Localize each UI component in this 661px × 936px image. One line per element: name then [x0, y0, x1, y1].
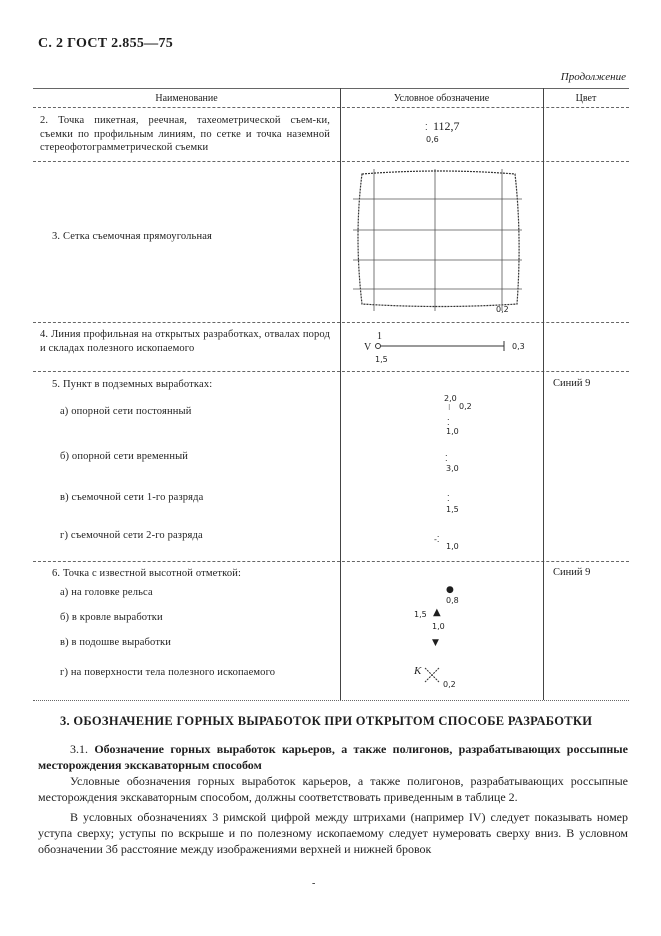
- row-6d-dim: 0,2: [443, 680, 456, 689]
- row-6c-label: в) в подошве выработки: [60, 637, 172, 648]
- down-triangle-icon: ▼: [432, 638, 439, 648]
- row-5c-label: в) съемочной сети 1-го разряда: [60, 492, 204, 503]
- col-header-color: Цвет: [575, 93, 597, 104]
- paragraph-2: Условные обозначения горных выработок карьеров, а также полигонов, разрабатывающих россыпные месторождения экскаваторным способом, должны соответствовать приведенным в таблице 2.: [38, 774, 628, 804]
- row-5b-label: б) опорной сети временный: [60, 451, 189, 462]
- survey-grid-symbol: [350, 166, 526, 316]
- row-4-dim1: 1,5: [375, 355, 388, 364]
- point-dot-icon: ⁚: [445, 454, 448, 463]
- point-dot-icon: ⁚: [425, 123, 428, 132]
- row-3-dim: 0,2: [496, 305, 509, 314]
- row-6b-dim-bottom: 1,0: [432, 622, 445, 631]
- row-2-dim: 0,6: [426, 135, 439, 144]
- point-dot-icon: -⁚: [434, 535, 440, 544]
- row-5a-label: а) опорной сети постоянный: [60, 406, 192, 417]
- footer-mark: -: [312, 878, 316, 889]
- row-3-name: 3. Сетка съемочная прямоугольная: [52, 231, 213, 242]
- row-6-color: Синий 9: [553, 567, 591, 578]
- row-2-name: 2. Точка пикетная, реечная, тахеометрической съем-ки, съемки по профильным линиям, по сетке и точка наземной стереофотограмметрической съемки: [40, 115, 330, 153]
- col-header-symbol: Условное обозначение: [393, 93, 490, 104]
- row-4-name: 4. Линия профильная на открытых разработках, отвалах пород и складах полезного ископаемого: [40, 329, 330, 354]
- profile-line-icon: [372, 340, 512, 356]
- paragraph-number: 3.1.: [70, 742, 88, 756]
- triangle-point-icon: ⁝: [448, 403, 451, 412]
- paragraph-heading: Обозначение горных выработок карьеров, а также полигонов, разрабатывающих россыпные месторождения экскаваторным способом: [38, 742, 628, 772]
- row-5a-dim-top: 2,0: [444, 394, 457, 403]
- row-5a-dim-bottom: 1,0: [446, 427, 459, 436]
- row-6b-label: б) в кровле выработки: [60, 612, 163, 623]
- row-5d-dim: 1,0: [446, 542, 459, 551]
- row-6-name: 6. Точка с известной высотной отметкой:: [52, 568, 242, 579]
- row-5a-dim-right: 0,2: [459, 402, 472, 411]
- point-dot-icon: ⁚: [447, 494, 450, 503]
- row-6d-letter: K: [414, 665, 422, 677]
- row-4-dim2: 0,3: [512, 342, 525, 351]
- continuation-label: Продолжение: [560, 71, 626, 83]
- row-4-roman-label: V: [364, 342, 372, 353]
- row-6a-label: а) на головке рельса: [60, 587, 153, 598]
- row-2-symbol-label: 112,7: [433, 119, 460, 133]
- row-6d-label: г) на поверхности тела полезного ископаемого: [60, 667, 276, 678]
- col-header-name: Наименование: [155, 93, 218, 104]
- row-5c-dim: 1,5: [446, 505, 459, 514]
- row-5-name: 5. Пункт в подземных выработках:: [52, 379, 213, 390]
- row-5d-label: г) съемочной сети 2-го разряда: [60, 530, 203, 541]
- up-triangle-icon: ▲: [433, 607, 441, 618]
- section-title: 3. ОБОЗНАЧЕНИЕ ГОРНЫХ ВЫРАБОТОК ПРИ ОТКРЫТОМ СПОСОБЕ РАЗРАБОТКИ: [60, 714, 593, 728]
- row-6b-dim-left: 1,5: [414, 610, 427, 619]
- row-6a-dim: 0,8: [446, 596, 459, 605]
- row-4-top-label: 1: [377, 331, 382, 342]
- dot-marker-icon: ⁚: [447, 418, 450, 427]
- row-5b-dim: 3,0: [446, 464, 459, 473]
- row-5-color: Синий 9: [553, 378, 591, 389]
- height-point-icon: ●: [446, 585, 454, 595]
- paragraph-3: В условных обозначениях 3 римской цифрой между штрихами (например IV) следует показывать номер уступа сверху; уступы по вскрыше и по полезному ископаемому следует нумеровать сверху вниз. В условном обозначении 3б расстояние между изображениями верхней и нижней бровок: [38, 810, 628, 856]
- page-header: С. 2 ГОСТ 2.855—75: [38, 36, 174, 51]
- paragraph-3-1: [38, 741, 628, 773]
- cross-mark-icon: [421, 664, 443, 686]
